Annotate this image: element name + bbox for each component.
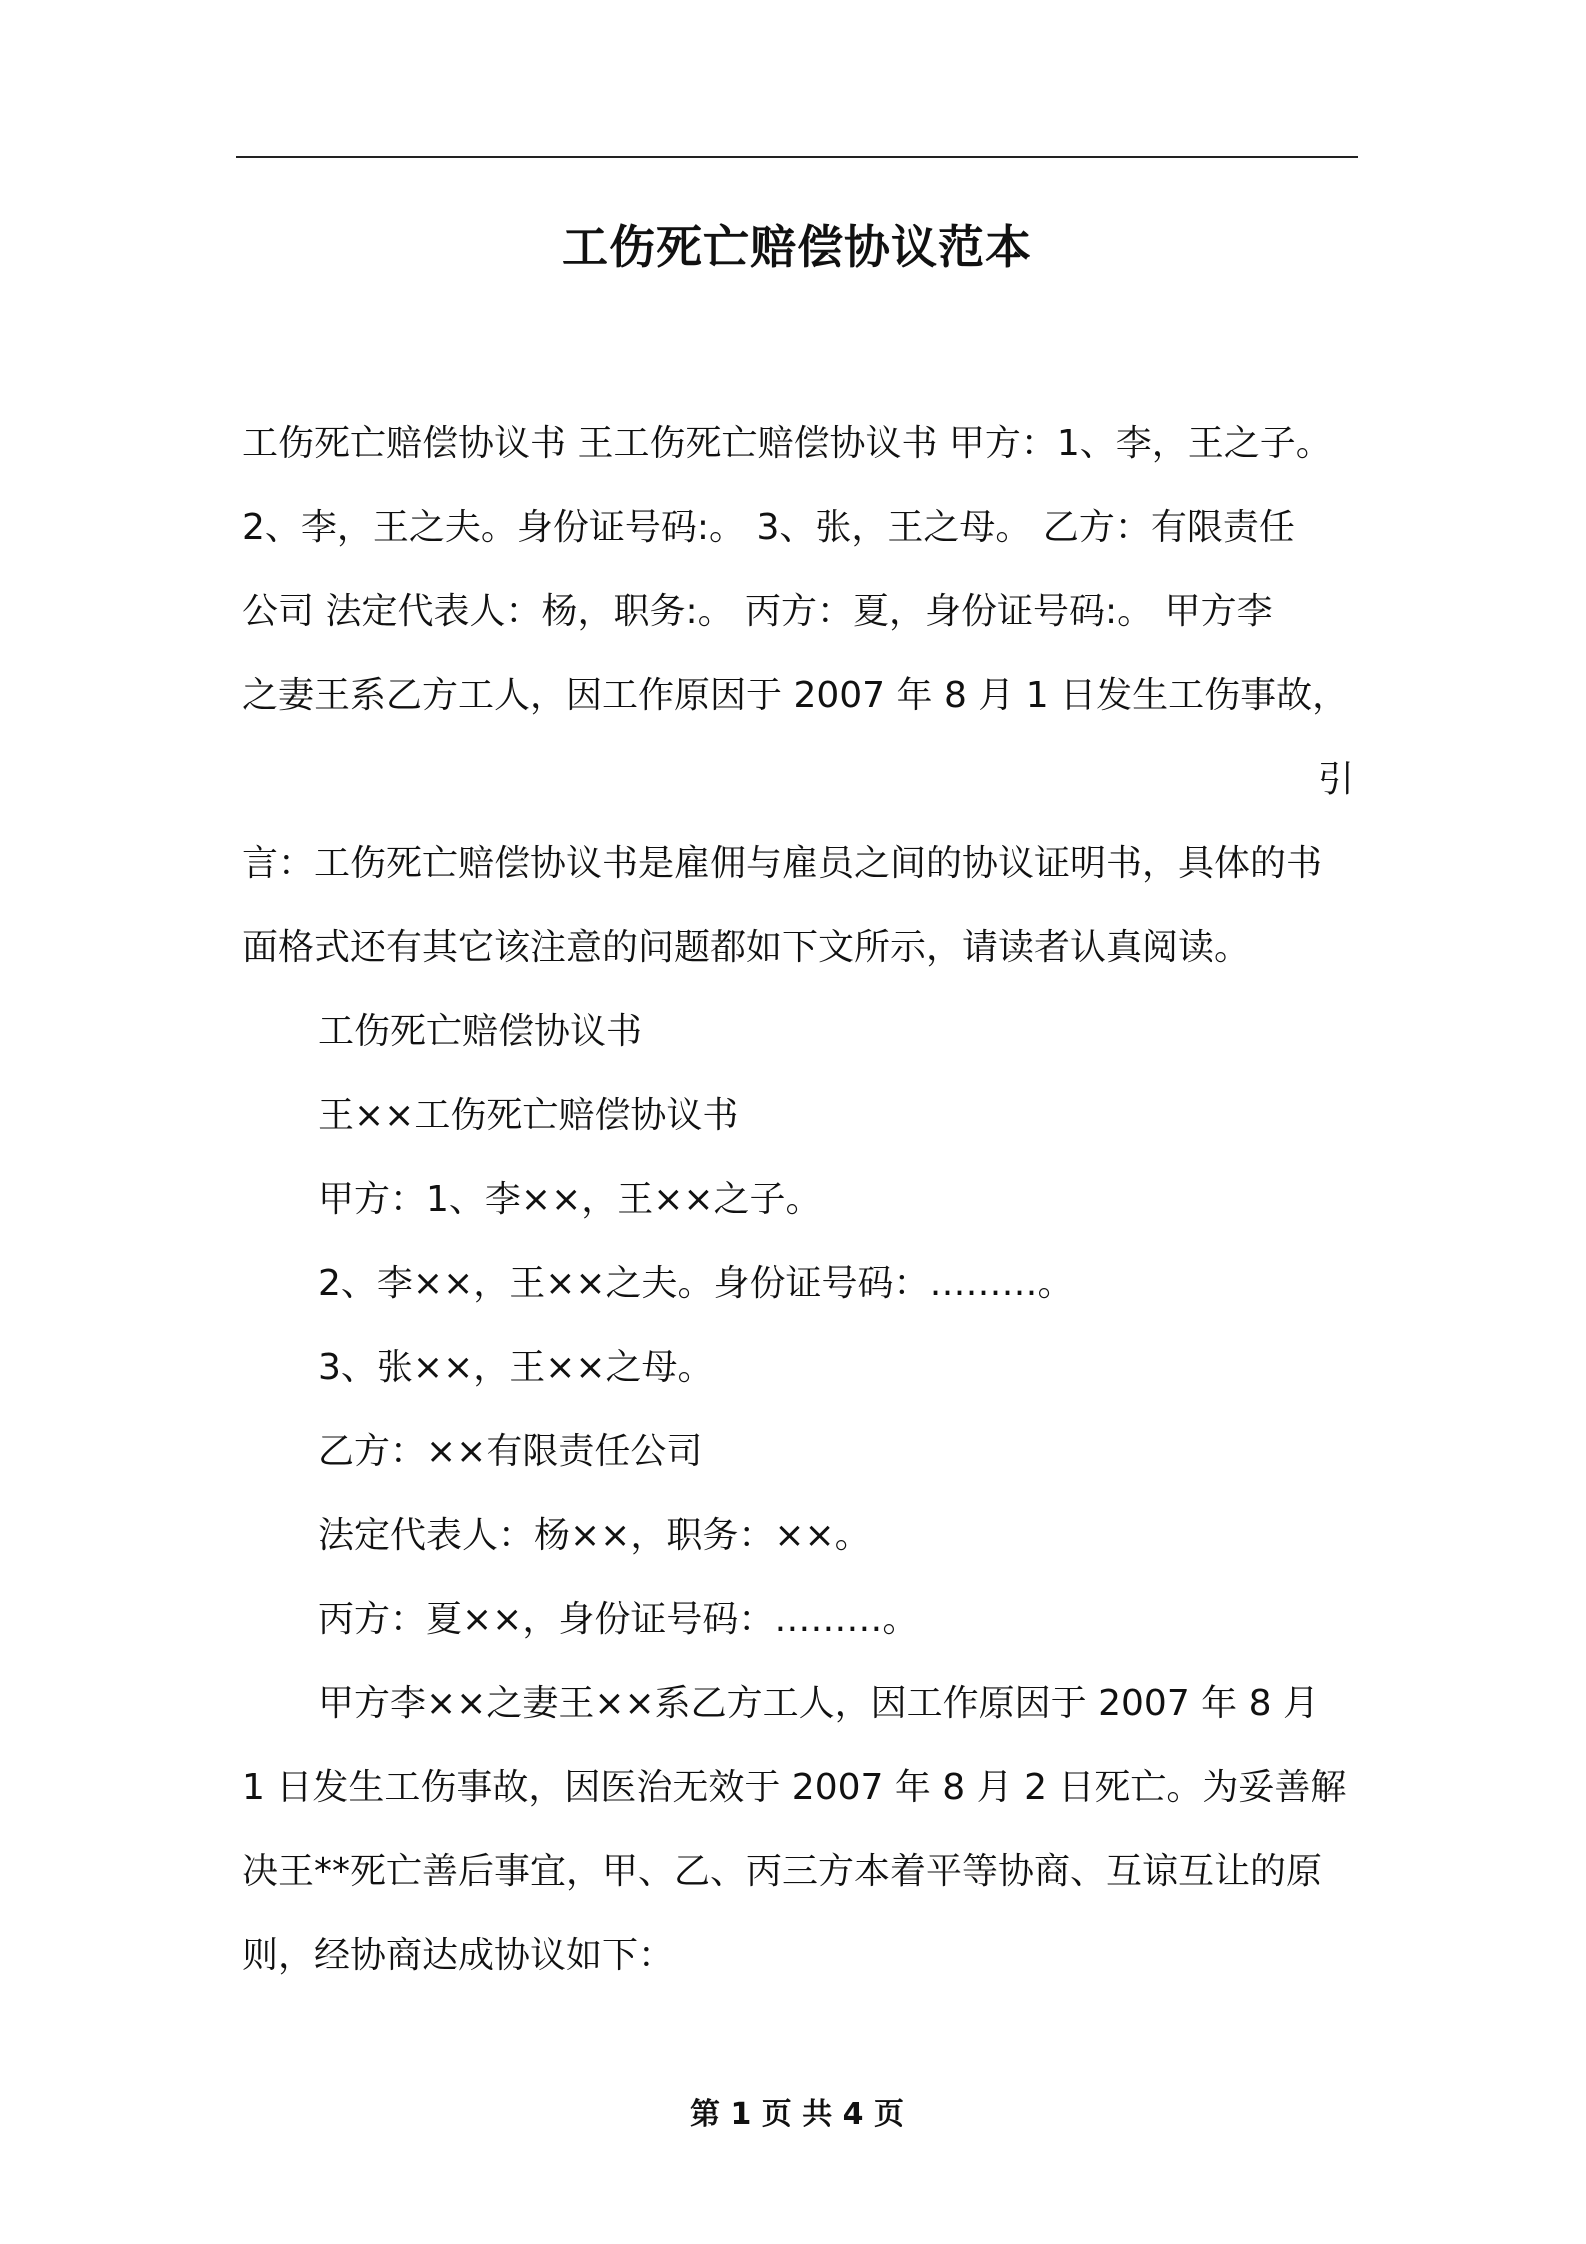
body-line: 甲方：1、李××，王××之子。 (318, 1179, 822, 1220)
body-line: 丙方：夏××，身份证号码：………。 (318, 1599, 919, 1640)
body-line: 言：工伤死亡赔偿协议书是雇佣与雇员之间的协议证明书，具体的书 (242, 843, 1323, 884)
body-line: 2、李××，王××之夫。身份证号码：………。 (318, 1263, 1074, 1304)
body-line: 则，经协商达成协议如下： (242, 1935, 675, 1976)
body-line: 甲方李××之妻王××系乙方工人，因工作原因于 2007 年 8 月 (318, 1683, 1319, 1724)
body-line: 工伤死亡赔偿协议书 (318, 1011, 643, 1052)
body-line: 决王**死亡善后事宜，甲、乙、丙三方本着平等协商、互谅互让的原 (242, 1851, 1323, 1892)
body-line: 引 (1317, 759, 1354, 800)
body-line: 法定代表人：杨××，职务：××。 (318, 1515, 871, 1556)
body-line: 面格式还有其它该注意的问题都如下文所示，请读者认真阅读。 (242, 927, 1251, 968)
header-rule (236, 156, 1358, 158)
body-line: 2、李，王之夫。身份证号码:。 3、张，王之母。 乙方：有限责任 (242, 507, 1295, 548)
body-line: 之妻王系乙方工人，因工作原因于 2007 年 8 月 1 日发生工伤事故， (242, 675, 1349, 716)
body-line: 3、张××，王××之母。 (318, 1347, 714, 1388)
document-body (242, 402, 1358, 1998)
page-number-footer: 第 1 页 共 4 页 (690, 2097, 904, 2132)
body-line: 王××工伤死亡赔偿协议书 (318, 1095, 739, 1136)
body-line: 乙方：××有限责任公司 (318, 1431, 703, 1472)
body-line: 公司 法定代表人：杨，职务:。 丙方：夏，身份证号码:。 甲方李 (242, 591, 1273, 632)
body-line: 1 日发生工伤事故，因医治无效于 2007 年 8 月 2 日死亡。为妥善解 (242, 1767, 1347, 1808)
body-line: 工伤死亡赔偿协议书 王工伤死亡赔偿协议书 甲方：1、李，王之子。 (242, 423, 1332, 464)
document-title: 工伤死亡赔偿协议范本 (562, 220, 1032, 274)
